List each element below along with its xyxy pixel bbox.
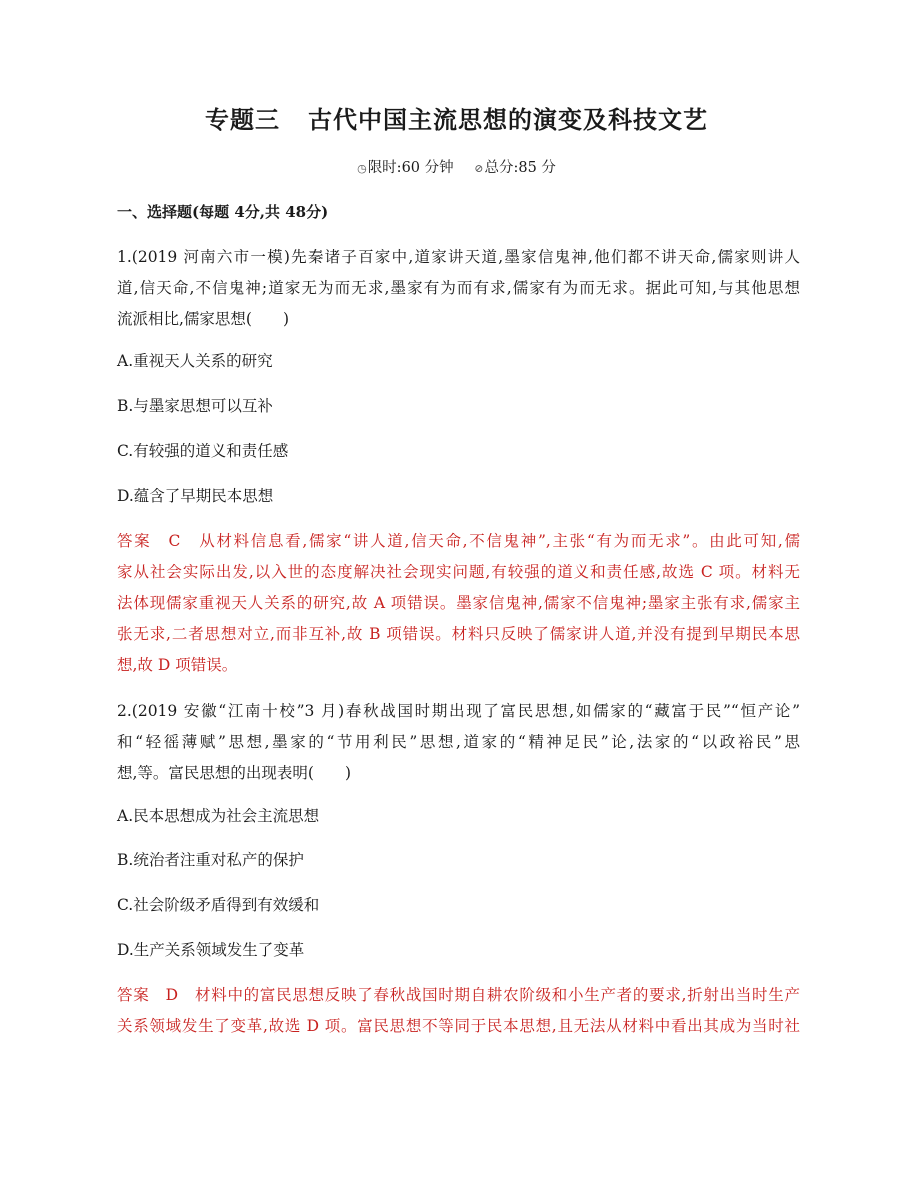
answer-line: 法体现儒家重视天人关系的研究,故 A 项错误。墨家信鬼神,儒家不信鬼神;墨家主张有求,儒家主 <box>117 594 800 612</box>
stem-line: 想,等。富民思想的出现表明( ) <box>117 764 352 782</box>
question-1-answer <box>117 526 800 681</box>
question-2-option-d: D.生产关系领域发生了变革 <box>117 941 305 959</box>
answer-line: 家从社会实际出发,以入世的态度解决社会现实问题,有较强的道义和责任感,故选 C 项。材料无 <box>117 563 800 581</box>
stem-line: 道,信天命,不信鬼神;道家无为而无求,墨家有为而有求,儒家有为而无求。据此可知,与其他思想 <box>117 279 800 297</box>
total-score <box>474 160 556 176</box>
question-2-stem <box>117 696 800 789</box>
answer-line: 答案 D 材料中的富民思想反映了春秋战国时期自耕农阶级和小生产者的要求,折射出当时生产 <box>117 986 800 1004</box>
total-score-label: 总分:85 分 <box>484 160 556 176</box>
question-2-option-c: C.社会阶级矛盾得到有效缓和 <box>117 896 320 914</box>
clock-icon: ◷ <box>357 162 367 175</box>
stem-line: 1.(2019 河南六市一模)先秦诸子百家中,道家讲天道,墨家信鬼神,他们都不讲天命,儒家则讲人 <box>117 248 800 266</box>
section-heading: 一、选择题(每题 4分,共 48分) <box>117 203 329 221</box>
exam-meta <box>0 156 913 177</box>
question-2-answer <box>117 980 800 1042</box>
answer-line: 张无求,二者思想对立,而非互补,故 B 项错误。材料只反映了儒家讲人道,并没有提到早期民本思 <box>117 625 800 643</box>
answer-line: 想,故 D 项错误。 <box>117 656 238 674</box>
question-1-option-c: C.有较强的道义和责任感 <box>117 442 289 460</box>
question-1-option-a: A.重视天人关系的研究 <box>117 352 273 370</box>
stem-line: 2.(2019 安徽“江南十校”3 月)春秋战国时期出现了富民思想,如儒家的“藏富于民”“恒产论” <box>117 702 800 720</box>
title-part1: 专题三 <box>205 105 280 134</box>
page-title <box>0 100 913 135</box>
answer-line: 答案 C 从材料信息看,儒家“讲人道,信天命,不信鬼神”,主张“有为而无求”。由此可知,儒 <box>117 532 800 550</box>
score-icon: ⊘ <box>474 162 484 175</box>
stem-line: 和“轻徭薄赋”思想,墨家的“节用利民”思想,道家的“精神足民”论,法家的“以政裕民”思 <box>117 733 800 751</box>
answer-line: 关系领域发生了变革,故选 D 项。富民思想不等同于民本思想,且无法从材料中看出其成为当时社 <box>117 1017 800 1035</box>
question-1-stem <box>117 242 800 335</box>
question-2-option-a: A.民本思想成为社会主流思想 <box>117 807 320 825</box>
question-2-option-b: B.统治者注重对私产的保护 <box>117 851 304 869</box>
question-1-option-d: D.蕴含了早期民本思想 <box>117 487 274 505</box>
question-1-option-b: B.与墨家思想可以互补 <box>117 397 273 415</box>
title-part2: 古代中国主流思想的演变及科技文艺 <box>308 105 708 134</box>
time-limit-label: 限时:60 分钟 <box>367 160 454 176</box>
time-limit <box>357 160 454 176</box>
stem-line: 流派相比,儒家思想( ) <box>117 310 290 328</box>
